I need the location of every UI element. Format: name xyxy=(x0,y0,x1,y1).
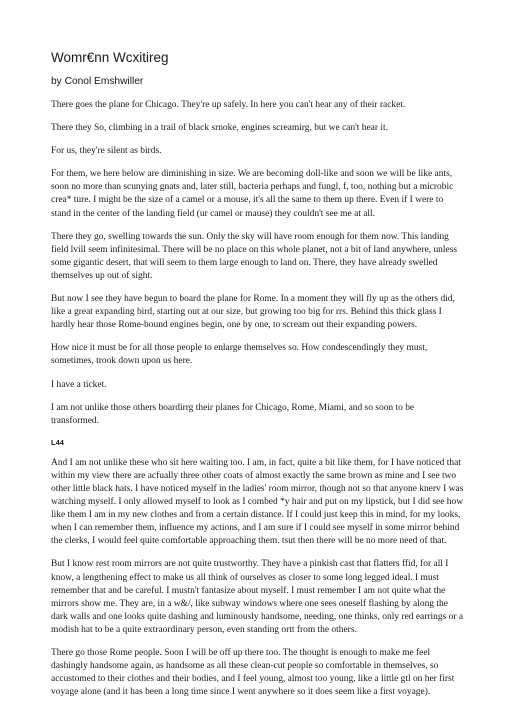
paragraph: There they go, swelling towards the sun. Only the sky will have room enough for them now. This landing field lvill seem infinitesimal. There will be no place on this whole planet, not a bit of land anywhere, unless some gigantic desert, that will seem to them large enough to land on. There, they have already swelled themselves up out of sight. xyxy=(51,231,458,281)
story-title: Womr€nn Wcxitireg xyxy=(51,50,169,65)
paragraph: How nice it must be for all those people to enlarge themselves so. How condescendingly they must, sometimes, trook down upon us here. xyxy=(51,343,428,367)
paragraph: There goes the plane for Chicago. They're up safely. In here you can't hear any of their racket. xyxy=(51,100,406,110)
paragraph: And I am not unlike these who sit here waiting too. I am, in fact, quite a bit like them, for I have noticed that within my view there are acfually three other coats of almost exactly the same brown as mine and I see two other little black hats. I have noticed myself in the ladies' room mirror, though not so that anyone knerv I was watching myself. I only allowed myself to look as I combed *y hair and put on my lipstick, but I did see how like them I am in my new clothes and from a certain distance. If I could just keep this in mind, for my looks, when I can remember them, influence my actions, and I am sure if I could see myself in some mirror behind the clerks, I would feel quite comfortable approaching them. tsut then there will be no more need of that. xyxy=(51,457,464,547)
paragraph: I am not unlike those others boardirrg their planes for Chicago, Rome, Miami, and so soon to be transformed. xyxy=(51,402,415,426)
paragraph: For them, we here below are diminishing in size. We are becoming doll-like and soon we will be like ants, soon no more than scunying gnats and, later still, bacteria perhaps and fungl, f, too, nothing but a microbic crea* ture. I might be the size of a camel or a mouse, it's all the same to them up there. Even if I were to stand in the center of the landing field (ur camel or mause) they couldn't see me at all. xyxy=(51,169,454,219)
section-marker: L44 xyxy=(51,437,64,447)
author-byline: by Conol Emshwiller xyxy=(51,76,144,87)
paragraph: I have a ticket. xyxy=(51,379,107,390)
paragraph: But I know rest room mirrors are not quite trustworthy. They have a pinkish cast that flatters ffid, for all I know, a lengthening effect to make us all think of ourselves as closer to some long legged ideal. I must remember that and be careful. I mustn't fantasize about myself. I must remember I am not quite what the mirrors show me. They are, in a w&/, like subway windows where one sees oneself flashing by along the dark walls and one looks quite dashing and luminously handsome, needing, one thinks, only red earrings or a modish hat to be a quite extraordinary person, even standing ortt from the others. xyxy=(51,559,464,635)
paragraph: There go those Rome people. Soon I will be off up there too. The thought is enough to make me feel dashingly handsome again, as handsome as all these clean-cut people so comfortable in themselves, so accustomed to their clothes and their bodies, and I feel young, almost too young, like a little gtl on her first voyage alone (and it has been a long time since I went anywhere so it does seem like a first voyage). xyxy=(51,648,455,698)
paragraph: But now I see they have begun to board the plane for Rome. In a moment they will fly up as the others did, like a great expanding bird, starting out at our size, but growing too big for rrs. Behind this thick glass I hardly hear those Rome-bound engines begin, one by one, to scream out their expanding powers. xyxy=(51,294,455,331)
paragraph: There they So, climbing in a trail of black srnoke, engines screamirg, but we can't hear it. xyxy=(51,123,388,134)
paragraph: For us, they're silent as birds. xyxy=(51,146,162,157)
